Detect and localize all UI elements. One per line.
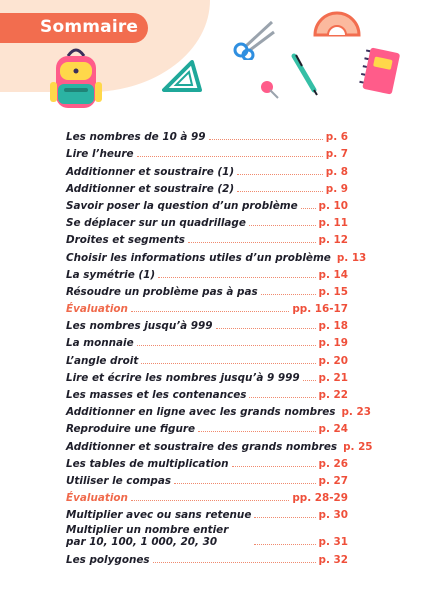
toc-entry-label: Les nombres de 10 à 99 bbox=[66, 131, 206, 144]
toc-entry-page: p. 10 bbox=[318, 199, 348, 212]
toc-entry[interactable] bbox=[66, 160, 348, 177]
toc-entry[interactable] bbox=[66, 401, 371, 419]
toc-entry-page: p. 15 bbox=[318, 285, 348, 298]
toc-entry-page: p. 11 bbox=[318, 217, 348, 230]
toc-entry-label: Droites et segments bbox=[66, 234, 185, 247]
toc-entry-page: p. 21 bbox=[318, 371, 348, 384]
toc-entry-label: La symétrie (1) bbox=[66, 268, 156, 281]
dot-leader bbox=[131, 311, 289, 312]
toc-entry-label: Multiplier un nombre entier par 10, 100, 1 000, 20, 30 bbox=[66, 524, 229, 548]
toc-entry-label: Reproduire une figure bbox=[66, 423, 196, 436]
dot-leader bbox=[303, 380, 316, 381]
toc-entry[interactable] bbox=[66, 281, 348, 298]
toc-entry-page: p. 26 bbox=[318, 457, 348, 470]
protractor-icon bbox=[312, 10, 362, 38]
toc-entry-page: p. 23 bbox=[341, 406, 371, 419]
toc-entry-page: p. 12 bbox=[318, 234, 348, 247]
toc-entry-label: Additionner et soustraire des grands nombres bbox=[66, 440, 338, 453]
toc-entry-label: Additionner en ligne avec les grands nombres bbox=[66, 406, 336, 419]
pen-icon bbox=[290, 52, 320, 96]
dot-leader bbox=[237, 191, 323, 192]
toc-entry-page: pp. 28-29 bbox=[292, 492, 348, 505]
toc-entry[interactable] bbox=[66, 470, 348, 487]
dot-leader bbox=[209, 139, 323, 140]
dot-leader bbox=[137, 156, 323, 157]
toc-entry-page: p. 32 bbox=[318, 553, 348, 566]
toc-entry-label: Résoudre un problème pas à pas bbox=[66, 285, 258, 298]
dot-leader bbox=[254, 544, 316, 545]
scissors-icon bbox=[232, 18, 276, 60]
toc-entry[interactable] bbox=[66, 212, 348, 229]
toc-entry-page: p. 14 bbox=[318, 268, 348, 281]
dot-leader bbox=[237, 174, 323, 175]
toc-entry-label: Se déplacer sur un quadrillage bbox=[66, 217, 246, 230]
toc-entry-label: Lire et écrire les nombres jusqu’à 9 999 bbox=[66, 371, 300, 384]
toc-entry-page: p. 22 bbox=[318, 389, 348, 401]
toc-entry[interactable] bbox=[66, 418, 348, 435]
toc-entry-page: p. 7 bbox=[325, 148, 348, 161]
pushpin-icon bbox=[258, 78, 280, 100]
toc-entry-evaluation[interactable] bbox=[66, 298, 348, 315]
dot-leader bbox=[188, 242, 316, 243]
dot-leader bbox=[198, 431, 315, 432]
table-of-contents bbox=[66, 126, 373, 566]
toc-entry-page: p. 31 bbox=[318, 536, 348, 549]
toc-entry[interactable] bbox=[66, 349, 348, 366]
toc-entry[interactable] bbox=[66, 384, 348, 401]
toc-entry[interactable] bbox=[66, 435, 373, 453]
toc-entry-page: p. 13 bbox=[336, 251, 367, 264]
dot-leader bbox=[249, 225, 316, 226]
toc-entry[interactable] bbox=[66, 548, 348, 565]
toc-entry-label: Lire l’heure bbox=[66, 148, 134, 161]
dot-leader bbox=[261, 294, 316, 295]
page-title: Sommaire bbox=[40, 17, 139, 37]
toc-entry-label: Additionner et soustraire (2) bbox=[66, 182, 235, 195]
dot-leader bbox=[216, 328, 316, 329]
toc-entry-label: L’angle droit bbox=[66, 354, 139, 367]
toc-entry-label: Utiliser le compas bbox=[66, 474, 172, 487]
toc-entry-page: p. 30 bbox=[318, 509, 348, 522]
dot-leader bbox=[137, 345, 316, 346]
toc-entry-page: p. 8 bbox=[325, 165, 348, 178]
toc-entry-label: Additionner et soustraire (1) bbox=[66, 165, 235, 178]
toc-entry-label: Les tables de multiplication bbox=[66, 457, 229, 470]
toc-entry[interactable] bbox=[66, 521, 348, 548]
toc-entry-label: Évaluation bbox=[66, 492, 128, 505]
toc-entry-label: Les polygones bbox=[66, 553, 150, 566]
toc-entry[interactable] bbox=[66, 332, 348, 349]
toc-entry-label: La monnaie bbox=[66, 337, 134, 350]
toc-entry-page: p. 25 bbox=[343, 440, 373, 453]
notebook-icon bbox=[358, 44, 404, 100]
toc-entry-page: p. 19 bbox=[318, 337, 348, 350]
toc-entry-label: Choisir les informations utiles d’un problème bbox=[66, 251, 331, 264]
toc-entry-page: p. 20 bbox=[318, 354, 348, 367]
dot-leader bbox=[301, 208, 316, 209]
toc-entry[interactable] bbox=[66, 178, 348, 195]
toc-entry[interactable] bbox=[66, 143, 348, 160]
toc-entry-page: p. 27 bbox=[318, 474, 348, 487]
dot-leader bbox=[174, 483, 315, 484]
backpack-icon bbox=[48, 46, 104, 112]
toc-entry-page: p. 18 bbox=[318, 320, 348, 333]
set-square-icon bbox=[162, 60, 202, 92]
dot-leader bbox=[158, 277, 315, 278]
dot-leader bbox=[249, 397, 315, 398]
toc-entry-label: Les masses et les contenances bbox=[66, 389, 247, 401]
toc-entry[interactable] bbox=[66, 246, 367, 264]
dot-leader bbox=[232, 466, 316, 467]
dot-leader bbox=[141, 363, 315, 364]
dot-leader bbox=[254, 517, 315, 518]
toc-entry-label: Multiplier avec ou sans retenue bbox=[66, 509, 252, 522]
toc-entry-label: Savoir poser la question d’un problème bbox=[66, 199, 298, 212]
toc-entry-page: p. 6 bbox=[325, 131, 348, 144]
toc-entry[interactable] bbox=[66, 315, 348, 332]
dot-leader bbox=[131, 500, 289, 501]
toc-entry[interactable] bbox=[66, 126, 348, 143]
dot-leader bbox=[153, 562, 316, 563]
toc-entry[interactable] bbox=[66, 367, 348, 384]
toc-entry-page: p. 9 bbox=[325, 182, 348, 195]
toc-entry[interactable] bbox=[66, 264, 348, 281]
toc-entry[interactable] bbox=[66, 195, 348, 212]
toc-entry-page: p. 24 bbox=[318, 423, 348, 436]
toc-entry-label: Les nombres jusqu’à 999 bbox=[66, 320, 213, 333]
toc-entry[interactable] bbox=[66, 504, 348, 521]
toc-entry[interactable] bbox=[66, 453, 348, 470]
toc-entry-evaluation[interactable] bbox=[66, 487, 348, 504]
toc-entry[interactable] bbox=[66, 229, 348, 246]
toc-entry-page: pp. 16-17 bbox=[292, 303, 348, 316]
toc-entry-label: Évaluation bbox=[66, 303, 128, 316]
